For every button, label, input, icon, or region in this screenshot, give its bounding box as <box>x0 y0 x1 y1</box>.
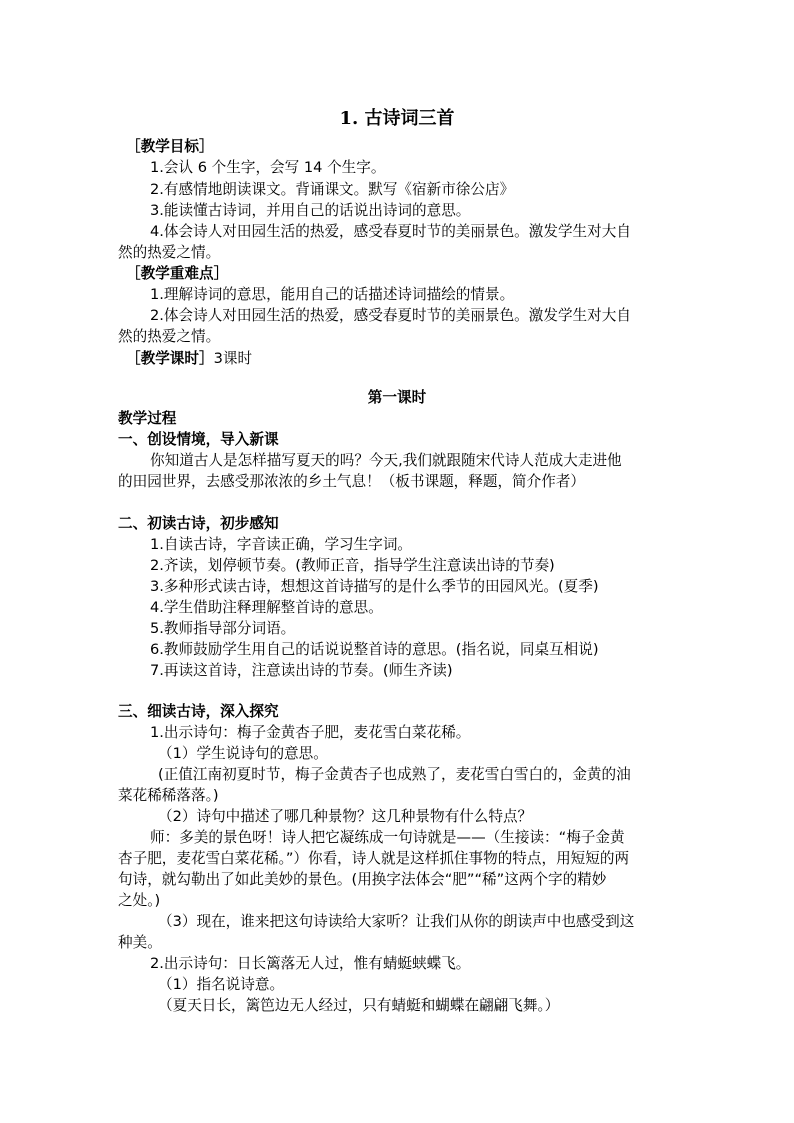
section3-line: （3）现在，谁来把这句诗读给大家听？让我们从你的朗读声中也感受到这 <box>158 913 635 930</box>
keypoint-item: 2.体会诗人对田园生活的热爱，感受春夏时节的美丽景色。激发学生对大自 <box>150 307 631 324</box>
goal-item: 4.体会诗人对田园生活的热爱，感受春夏时节的美丽景色。激发学生对大自 <box>150 223 631 240</box>
process-header: 教学过程 <box>118 410 177 427</box>
section2-item: 3.多种形式读古诗，想想这首诗描写的是什么季节的田园风光。(夏季) <box>150 578 599 595</box>
section3-line: 师：多美的景色呀！诗人把它凝练成一句诗就是——（生接读：“梅子金黄 <box>150 829 625 846</box>
section3-line: 1.出示诗句：梅子金黄杏子肥，麦花雪白菜花稀。 <box>150 724 471 741</box>
hours-label: ［教学课时］ <box>126 350 214 367</box>
lesson-title: 第一课时 <box>367 389 427 406</box>
section2-heading: 二、初读古诗，初步感知 <box>118 515 279 532</box>
section3-line: 句诗，就勾勒出了如此美妙的景色。(用换字法体会“肥”“稀”这两个字的精妙 <box>118 871 607 888</box>
section3-line: 之处。) <box>118 892 161 909</box>
section2-item: 4.学生借助注释理解整首诗的意思。 <box>150 599 383 616</box>
goals-header: ［教学目标］ <box>126 138 214 155</box>
section3-line: （1）学生说诗句的意思。 <box>158 745 328 762</box>
section3-line: (正值江南初夏时节，梅子金黄杏子也成熟了，麦花雪白雪白的，金黄的油 <box>158 766 631 783</box>
section2-item: 7.再读这首诗，注意读出诗的节奏。(师生齐读) <box>150 662 453 679</box>
keypoint-item-continued: 然的热爱之情。 <box>118 328 221 345</box>
keypoint-item: 1.理解诗词的意思，能用自己的话描述诗词描绘的情景。 <box>150 286 515 303</box>
section3-line: （2）诗句中描述了哪几种景物？这几种景物有什么特点？ <box>158 808 533 825</box>
hours-line <box>126 349 252 369</box>
section2-item: 2.齐读，划停顿节奏。(教师正音，指导学生注意读出诗的节奏) <box>150 557 555 574</box>
section3-line: （1）指名说诗意。 <box>158 976 285 993</box>
hours-value: 3课时 <box>213 350 253 367</box>
section3-line: 2.出示诗句：日长篱落无人过，惟有蜻蜓蛱蝶飞。 <box>150 955 471 972</box>
section2-item: 1.自读古诗，字音读正确，学习生字词。 <box>150 536 413 553</box>
section3-line: 菜花稀稀落落。) <box>118 787 219 804</box>
section3-line: 杏子肥，麦花雪白菜花稀。”）你看，诗人就是这样抓住事物的特点，用短短的两 <box>118 850 630 867</box>
section2-item: 6.教师鼓励学生用自己的话说说整首诗的意思。(指名说，同桌互相说) <box>150 641 599 658</box>
section1-paragraph: 你知道古人是怎样描写夏天的吗？今天,我们就跟随宋代诗人范成大走进他 <box>150 452 622 469</box>
section1-paragraph: 的田园世界，去感受那浓浓的乡土气息！（板书课题，释题，简介作者） <box>118 473 586 490</box>
section3-line: 种美。 <box>118 934 162 951</box>
goal-item: 2.有感情地朗读课文。背诵课文。默写《宿新市徐公店》 <box>150 181 515 198</box>
document-title: 1. 古诗词三首 <box>339 108 455 129</box>
section3-heading: 三、细读古诗，深入探究 <box>118 703 279 720</box>
section3-line: （夏天日长，篱笆边无人经过，只有蜻蜓和蝴蝶在翩翩飞舞。） <box>158 997 560 1014</box>
section1-heading: 一、创设情境，导入新课 <box>118 431 279 448</box>
goal-item: 3.能读懂古诗词，并用自己的话说出诗词的意思。 <box>150 202 471 219</box>
section2-item: 5.教师指导部分词语。 <box>150 620 296 637</box>
keypoints-header: ［教学重难点］ <box>126 265 229 282</box>
goal-item: 1.会认 6 个生字，会写 14 个生字。 <box>150 159 386 176</box>
goal-item-continued: 然的热爱之情。 <box>118 244 221 261</box>
